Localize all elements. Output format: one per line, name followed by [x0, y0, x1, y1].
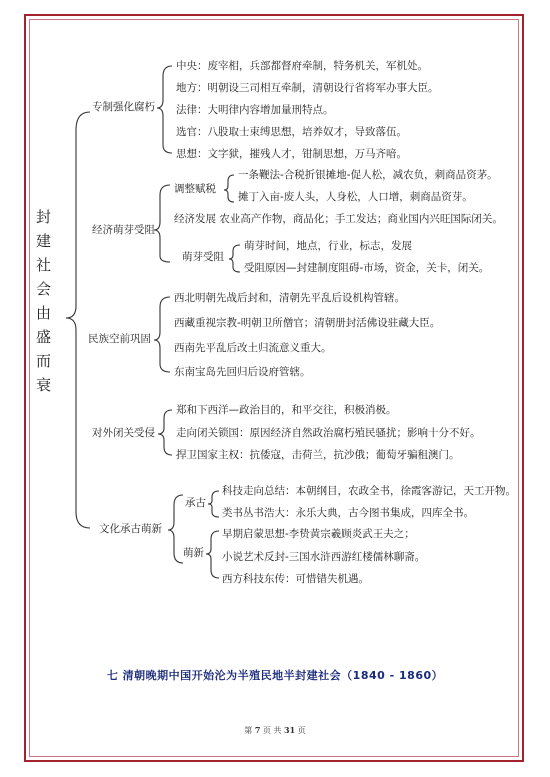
section-heading: 七 清朝晚期中国开始沦为半殖民地半封建社会（1840 - 1860）: [106, 669, 444, 682]
c4-item: 郑和下西洋—政治目的，和平交往，积极消极。: [176, 404, 397, 416]
page-number: [0, 725, 550, 736]
c3-item: 东南宝岛先回归后设府管辖。: [174, 366, 311, 378]
c1-item: 地方：明朝设三司相互牵制，清朝设行省将军办事大臣。: [176, 82, 439, 94]
root-char: 衰: [36, 376, 52, 394]
root-brace: [66, 112, 90, 528]
c4-item: 走向闭关锁国：原因经济自然政治腐朽殖民骚扰；影响十分不好。: [176, 427, 481, 439]
c3-item: 西藏重视宗教-明朝卫所僧官；清朝册封活佛设驻藏大臣。: [174, 317, 441, 329]
root-char: 建: [36, 232, 52, 250]
category-despotism: 专制强化腐朽: [92, 101, 155, 113]
pager-total: 31: [284, 725, 296, 735]
c5-brace: [168, 495, 183, 563]
pager-middle: 页 共: [262, 726, 282, 735]
c1-item: 思想：文字狱，摧残人才，钳制思想，万马齐喑。: [176, 148, 407, 160]
pager-current: 7: [254, 725, 261, 735]
category-culture: 文化承古萌新: [99, 523, 162, 535]
root-char: 会: [36, 280, 52, 298]
c2-sub3-item: 萌芽时间，地点，行业，标志，发展: [244, 240, 412, 252]
c5-sub1-item: 类书丛书浩大：永乐大典，古今图书集成，四库全书。: [222, 507, 474, 519]
c5-sub-inherit: 承古: [185, 497, 206, 509]
c1-brace: [157, 66, 172, 153]
c5-sub1-item: 科技走向总结：本朝纲目，农政全书，徐霞客游记，天工开物。: [222, 485, 516, 497]
pager-prefix: 第: [244, 726, 253, 735]
c2-sub3-brace: [229, 245, 240, 272]
root-topic: [36, 205, 50, 397]
root-char: 由: [36, 304, 52, 322]
c3-item: 西北明朝先战后封和，清朝先平乱后设机构管辖。: [174, 292, 405, 304]
c2-brace: [154, 185, 170, 262]
c3-brace: [154, 297, 170, 372]
root-char: 社: [36, 256, 52, 274]
c1-item: 中央：废宰相，兵部都督府牵制，特务机关，军机处。: [176, 60, 428, 72]
c2-sub-sprouts: 萌芽受阻: [182, 251, 224, 263]
c2-sub1-item: 摊丁入亩-废人头，人身松，人口增，刺商品资芽。: [238, 191, 473, 203]
category-foreign: 对外闭关受侵: [92, 427, 155, 439]
c2-sub1-brace: [224, 175, 234, 202]
root-char: 封: [36, 208, 52, 226]
c2-sub-taxation: 调整赋税: [174, 183, 216, 195]
c1-item: 选官：八股取士束缚思想，培养奴才，导致落伍。: [176, 126, 407, 138]
c5-sub1-brace: [208, 491, 219, 517]
c5-sub2-item: 小说艺术反封-三国水浒西游红楼儒林聊斋。: [222, 551, 426, 563]
c3-item: 西南先平乱后改土归流意义重大。: [174, 342, 332, 354]
c5-sub2-item: 西方科技东传：可惜错失机遇。: [222, 573, 369, 585]
c2-econ-development: 经济发展 农业高产作物，商品化；手工发达；商业国内兴旺国际闭关。: [174, 213, 503, 225]
c4-item: 捍卫国家主权：抗倭寇，击荷兰，抗沙俄；葡萄牙骗租澳门。: [176, 449, 460, 461]
root-char: 盛: [36, 328, 52, 346]
pager-suffix: 页: [297, 726, 306, 735]
root-char: 而: [36, 352, 52, 370]
c5-sub2-brace: [206, 531, 219, 578]
category-ethnic: 民族空前巩固: [88, 333, 151, 345]
category-economy: 经济萌芽受阻: [92, 224, 155, 236]
c5-sub-innovate: 萌新: [183, 547, 204, 559]
c2-sub1-item: 一条鞭法-合税折银摊地-促人松，减农负，刺商品资茅。: [238, 169, 498, 181]
c4-brace: [158, 410, 172, 455]
c5-sub2-item: 早期启蒙思想-李贽黄宗羲顾炎武王夫之；: [222, 528, 415, 540]
c2-sub3-item: 受阻原因—封建制度阻碍-市场，资金，关卡，闭关。: [244, 262, 490, 274]
c1-item: 法律：大明律内容增加量刑特点。: [176, 104, 334, 116]
